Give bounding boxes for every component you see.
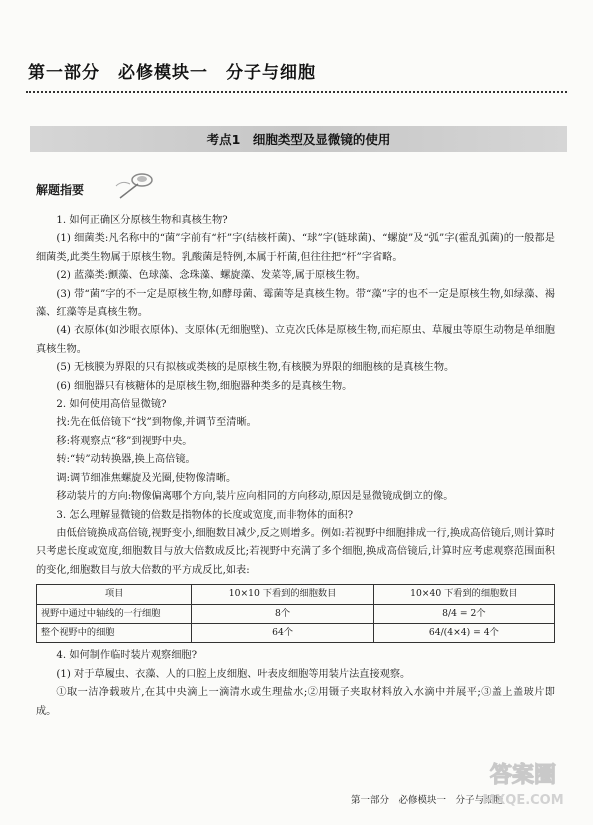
paragraph: 2. 如何使用高倍显微镜? <box>56 399 167 411</box>
table-header-cell: 项目 <box>37 585 192 604</box>
paragraph: (4) 衣原体(如沙眼衣原体)、支原体(无细胞壁)、立克次氏体是原核生物,而疟原虫、草履虫等原生动物是单细胞真核生物。 <box>36 325 555 355</box>
table-cell: 8/4 = 2个 <box>373 604 554 623</box>
paragraph: 移动装片的方向:物像偏离哪个方向,装片应向相同的方向移动,原因是显微镜成倒立的像。 <box>56 491 454 503</box>
body-text <box>36 212 555 721</box>
table-cell: 整个视野中的细胞 <box>37 623 192 642</box>
paragraph: 找:先在低倍镜下“找”到物像,并调节至清晰。 <box>56 417 257 429</box>
pushpin-icon <box>112 168 160 202</box>
paragraph: 1. 如何正确区分原核生物和真核生物? <box>56 215 228 226</box>
table-row <box>37 604 555 623</box>
guide-label: 解题指要 <box>36 183 85 197</box>
paragraph: 4. 如何制作临时装片观察细胞? <box>56 650 198 662</box>
paragraph: 调:调节细准焦螺旋及光圈,使物像清晰。 <box>56 472 237 484</box>
paragraph: (6) 细胞器只有核糖体的是原核生物,细胞器种类多的是真核生物。 <box>56 380 353 392</box>
paragraph: 移:将观察点“移”到视野中央。 <box>56 435 193 447</box>
table-header-cell: 10×40 下看到的细胞数目 <box>373 585 554 604</box>
table-header-row <box>37 585 555 604</box>
part-title: 第一部分 必修模块一 分子与细胞 <box>28 63 316 83</box>
paragraph: ①取一洁净载玻片,在其中央滴上一滴清水或生理盐水;②用镊子夹取材料放入水滴中并展平;③盖上盖玻片即成。 <box>36 687 555 717</box>
paragraph: (2) 蓝藻类:颤藻、色球藻、念珠藻、螺旋藻、发菜等,属于原核生物。 <box>56 270 366 282</box>
paragraph: 转:“转”动转换器,换上高倍镜。 <box>56 454 196 466</box>
watermark-line1: 答案圈 <box>489 763 557 788</box>
table-row <box>37 623 555 642</box>
cell-count-table-wrapper <box>36 584 555 643</box>
table-header-cell: 10×10 下看到的细胞数目 <box>192 585 373 604</box>
paragraph: 3. 怎么理解显微镜的倍数是指物体的长度或宽度,而非物体的面积? <box>56 509 354 521</box>
topic-title: 考点1 细胞类型及显微镜的使用 <box>206 132 391 147</box>
topic-banner <box>30 126 567 152</box>
paragraph: (5) 无核膜为界限的只有拟核或类核的是原核生物,有核膜为界限的细胞核的是真核生物。 <box>56 362 455 374</box>
paragraph: 由低倍镜换成高倍镜,视野变小,细胞数目减少,反之则增多。例如:若视野中细胞排成一行,换成高倍镜后,则计算时只考虑长度或宽度,细胞数目与放大倍数成反比;若视野中充满了多个细胞,换成高倍镜后,计算时应考虑观察范围面积的变化,细胞数目与放大倍数的平方成反比,如表: <box>36 527 555 576</box>
page-footer: 第一部分 必修模块一 分子与细胞 <box>350 795 503 806</box>
watermark-logo <box>463 752 583 812</box>
paragraph: (3) 带“菌”字的不一定是原核生物,如酵母菌、霉菌等是真核生物。带“藻”字的也不一定是原核生物,如绿藻、褐藻、红藻等是真核生物。 <box>36 288 555 319</box>
paragraph: (1) 细菌类:凡名称中的“菌”字前有“杆”字(结核杆菌)、“球”字(链球菌)、“螺旋”及“弧”字(霍乱弧菌)的一般都是细菌类,此类生物属于原核生物。乳酸菌是特例,本属于杆菌,但往往把“杆”字省略。 <box>36 233 555 263</box>
table-cell: 64/(4×4) = 4个 <box>373 623 554 642</box>
dotted-divider <box>26 91 567 93</box>
table-cell: 64个 <box>192 623 373 642</box>
cell-count-table <box>36 584 555 643</box>
table-cell: 视野中通过中轴线的一行细胞 <box>37 604 192 623</box>
watermark-line2: MXQE.COM <box>482 793 564 808</box>
table-cell: 8个 <box>192 604 373 623</box>
paragraph: (1) 对于草履虫、衣藻、人的口腔上皮细胞、叶表皮细胞等用装片法直接观察。 <box>56 668 411 680</box>
